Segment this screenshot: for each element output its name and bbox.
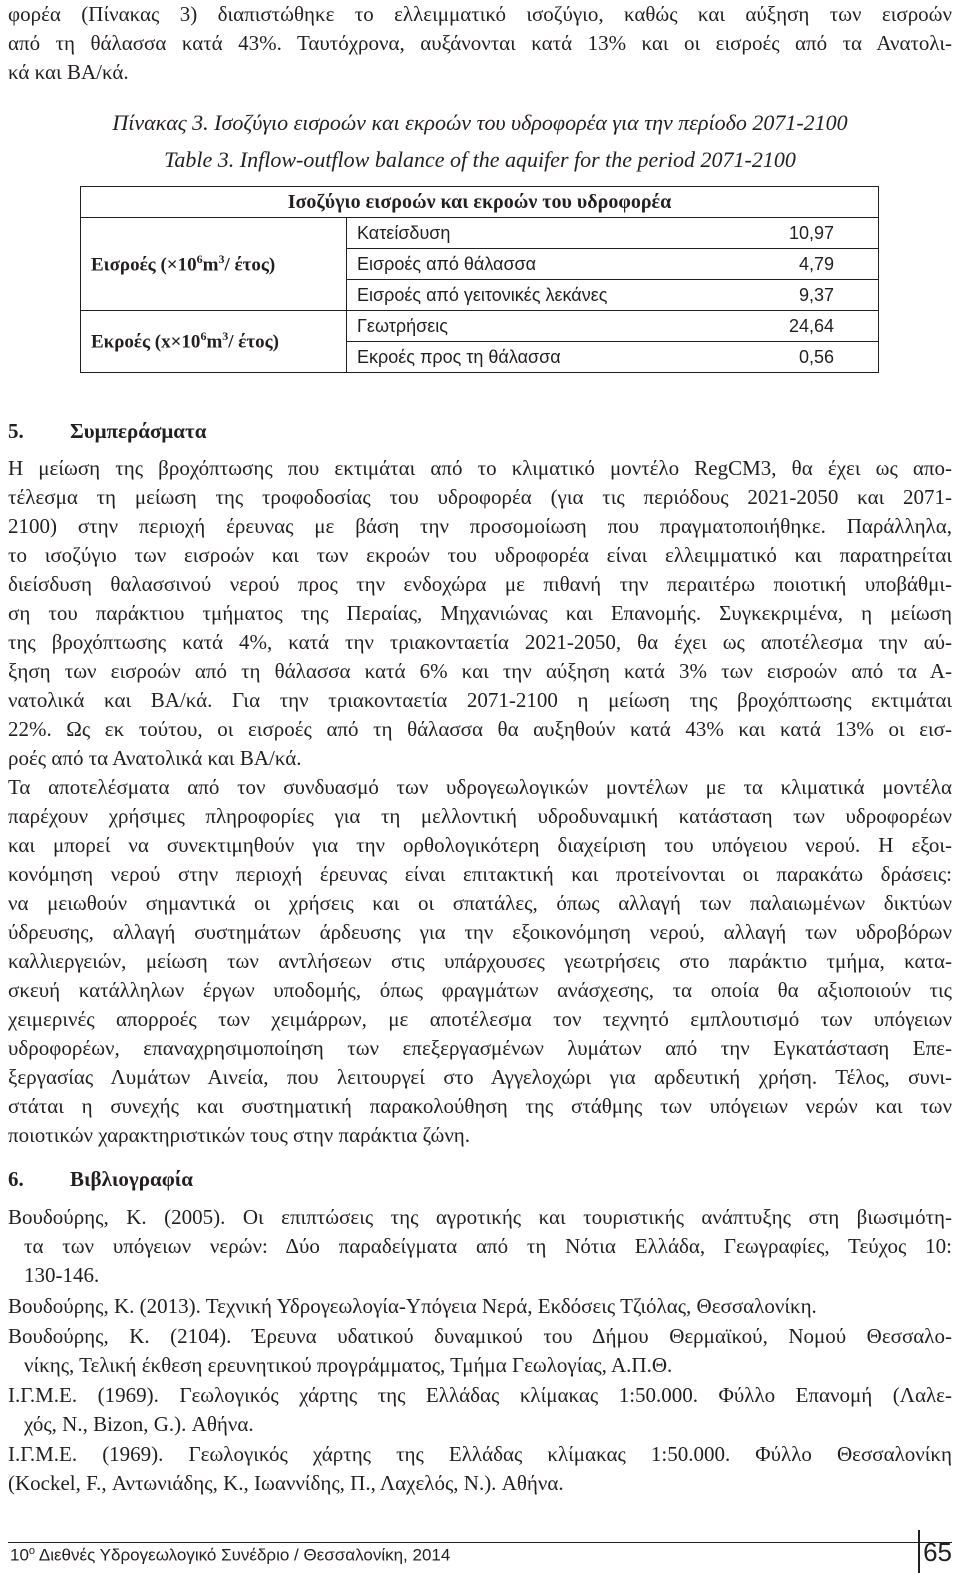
paragraph-line: ποιοτικών χαρακτηριστικών τους στην παράκτια ζώνη.: [8, 1123, 471, 1147]
section-6-heading: 6. Βιβλιογραφία: [8, 1167, 194, 1191]
paragraph-line: νατολικά και ΒΑ/κά. Για την τριακονταετία 2071-2100 η μείωση της βροχόπτωσης εκτιμάται: [8, 688, 952, 712]
reference-line: (Kockel, F., Αντωνιάδης, Κ., Ιωαννίδης, Π., Λαχελός, Ν.). Αθήνα.: [8, 1471, 564, 1495]
paragraph-line: της βροχόπτωσης κατά 4%, κατά την τριακονταετία 2021-2050, θα έχει ως αποτέλεσμα την αύ-: [8, 630, 952, 654]
outflows-label: Εκροές ($x\times 10^6m^3/$ έτος): [81, 311, 347, 373]
page-number-divider: [918, 1530, 920, 1573]
paragraph-line: ξεργασίας Λυμάτων Αινεία, που λειτουργεί στο Αγγελοχώρι για αρδευτική χρήση. Τέλος, συνι-: [8, 1065, 952, 1089]
paragraph-line: υδροφορέων, επαναχρησιμοποίηση των επεξεργασμένων λυμάτων από την Εγκατάσταση Επε-: [8, 1036, 952, 1060]
section-5-heading: 5. Συμπεράσματα: [8, 419, 207, 443]
paragraph-line: Τα αποτελέσματα από τον συνδυασμό των υδρογεωλογικών μοντέλων με τα κλιματικά μοντέλα: [8, 775, 952, 799]
paragraph-line: παρέχουν χρήσιμες πληροφορίες για τη μελλοντική υδροδυναμική κατάσταση των υδροφορέων: [8, 804, 952, 828]
page-number: 65: [923, 1537, 952, 1567]
reference-line: Βουδούρης, Κ. (2013). Τεχνική Υδρογεωλογία-Υπόγεια Νερά, Εκδόσεις Τζιόλας, Θεσσαλονίκη.: [8, 1294, 817, 1318]
reference-line: Βουδούρης, Κ. (2104). Έρευνα υδατικού δυναμικού του Δήμου Θερμαϊκού, Νομού Θεσσαλο-: [8, 1324, 952, 1348]
paragraph-line: καλλιεργειών, μείωση των αντλήσεων στις υπάρχουσες γεωτρήσεις στο παράκτιο τμήμα, κατα-: [8, 949, 952, 973]
footer-rule: [8, 1542, 952, 1543]
table-row-value: 10,97: [741, 218, 879, 249]
table-header: Ισοζύγιο εισροών και εκροών του υδροφορέα: [81, 187, 879, 218]
footer-conference: $10^o$ Διεθνές Υδρογεωλογικό Συνέδριο / Θεσσαλονίκη, 2014: [10, 1545, 451, 1565]
reference-line: τα των υπόγειων νερών: Δύο παραδείγματα από τη Νότια Ελλάδα, Γεωγραφίες, Τεύχος 10:: [24, 1234, 952, 1258]
table-row-value: 4,79: [741, 249, 879, 280]
reference-line: χός, Ν., Bizon, G.). Αθήνα.: [24, 1412, 254, 1436]
paragraph-line: το ισοζύγιο των εισροών και των εκροών του υδροφορέα είναι ελλειμματικό και παρατηρείται: [8, 543, 952, 567]
paragraph-line: ροές από τα Ανατολικά και ΒΑ/κά.: [8, 746, 302, 770]
paragraph-line: χειμερινές απορροές των χειμάρρων, με αποτέλεσμα τον τεχνητό εμπλουτισμό των υπόγειων: [8, 1007, 952, 1031]
table-row-value: 9,37: [741, 280, 879, 311]
inflows-label: Εισροές ($\times 10^6m^3/$ έτος): [81, 218, 347, 311]
paragraph-line: διείσδυση θαλασσινού νερού προς την ενδοχώρα με πιθανή την περαιτέρω ποιοτική υποβάθμι-: [8, 572, 952, 596]
reference-line: νίκης, Τελική έκθεση ερευνητικού προγράμματος, Τμήμα Γεωλογίας, Α.Π.Θ.: [24, 1353, 673, 1377]
table-row-label: Κατείσδυση: [347, 218, 741, 249]
table-row-label: Εισροές από γειτονικές λεκάνες: [347, 280, 741, 311]
paragraph-line: και μπορεί να συνεκτιμηθούν για την ορθολογικότερη διαχείριση του υπόγειου νερού. Η εξοι-: [8, 833, 952, 857]
paragraph-line: ξηση των εισροών από τη θάλασσα κατά 6% και την αύξηση κατά 3% των εισροών από τα Α-: [8, 659, 952, 683]
intro-line-3: κά και ΒΑ/κά.: [8, 60, 129, 84]
paragraph-line: 2100) στην περιοχή έρευνας με βάση την προσομοίωση που πραγματοποιήθηκε. Παράλληλα,: [8, 514, 952, 538]
paragraph-line: ύδρευσης, αλλαγή συστημάτων άρδευσης για την εξοικονόμηση νερού, αλλαγή των υδροβόρων: [8, 920, 952, 944]
paragraph-line: σκευή κατάλληλων έργων υποδομής, όπως φραγμάτων ανάσχεσης, τα οποία θα αξιοποιούν τις: [8, 978, 952, 1002]
paragraph-line: να μειωθούν σημαντικά οι χρήσεις και οι σπατάλες, όπως αλλαγή των παλαιωμένων δικτύων: [8, 891, 952, 915]
reference-line: 130-146.: [24, 1263, 100, 1287]
table-row-label: Γεωτρήσεις: [347, 311, 741, 342]
paragraph-line: στάται η συνεχής και συστηματική παρακολούθηση της στάθμης των υπόγειων νερών και των: [8, 1094, 952, 1118]
table-row-value: 24,64: [741, 311, 879, 342]
table-caption-greek: Πίνακας 3. Ισοζύγιο εισροών και εκροών του υδροφορέα για την περίοδο 2071-2100: [112, 110, 848, 135]
reference-line: Βουδούρης, Κ. (2005). Οι επιπτώσεις της αγροτικής και τουριστικής ανάπτυξης στη βιωσιμότη-: [8, 1205, 952, 1229]
reference-line: Ι.Γ.Μ.Ε. (1969). Γεωλογικός χάρτης της Ελλάδας κλίμακας 1:50.000. Φύλλο Επανομή (Λαλε-: [8, 1383, 952, 1407]
paragraph-line: 22%. Ως εκ τούτου, οι εισροές από τη θάλασσα θα αυξηθούν κατά 43% και κατά 13% οι εισ-: [8, 717, 952, 741]
table-row-label: Εισροές από θάλασσα: [347, 249, 741, 280]
reference-line: Ι.Γ.Μ.Ε. (1969). Γεωλογικός χάρτης της Ελλάδας κλίμακας 1:50.000. Φύλλο Θεσσαλονίκη: [8, 1442, 952, 1466]
paragraph-line: κονόμηση νερού στην περιοχή έρευνας είναι επιτακτική και προτείνονται οι παρακάτω δράσεις:: [8, 862, 952, 886]
intro-line-2: από τη θάλασσα κατά 43%. Ταυτόχρονα, αυξάνονται κατά 13% και οι εισροές από τα Ανατολι-: [8, 31, 952, 55]
table-row-value: 0,56: [741, 342, 879, 373]
balance-table: [80, 186, 879, 373]
paragraph-line: τέλεσμα τη μείωση της τροφοδοσίας του υδροφορέα (για τις περιόδους 2021-2050 και 2071-: [8, 485, 952, 509]
paragraph-line: ση του παράκτιου τμήματος της Περαίας, Μηχανιώνας και Επανομής. Συγκεκριμένα, η μείωση: [8, 601, 952, 625]
table-row-label: Εκροές προς τη θάλασσα: [347, 342, 741, 373]
intro-line-1: φορέα (Πίνακας 3) διαπιστώθηκε το ελλειμματικό ισοζύγιο, καθώς και αύξηση των εισροών: [8, 2, 952, 26]
paragraph-line: Η μείωση της βροχόπτωσης που εκτιμάται από το κλιματικό μοντέλο RegCM3, θα έχει ως απο-: [8, 456, 952, 480]
table-caption-english: Table 3. Inflow-outflow balance of the aquifer for the period 2071-2100: [164, 147, 796, 172]
